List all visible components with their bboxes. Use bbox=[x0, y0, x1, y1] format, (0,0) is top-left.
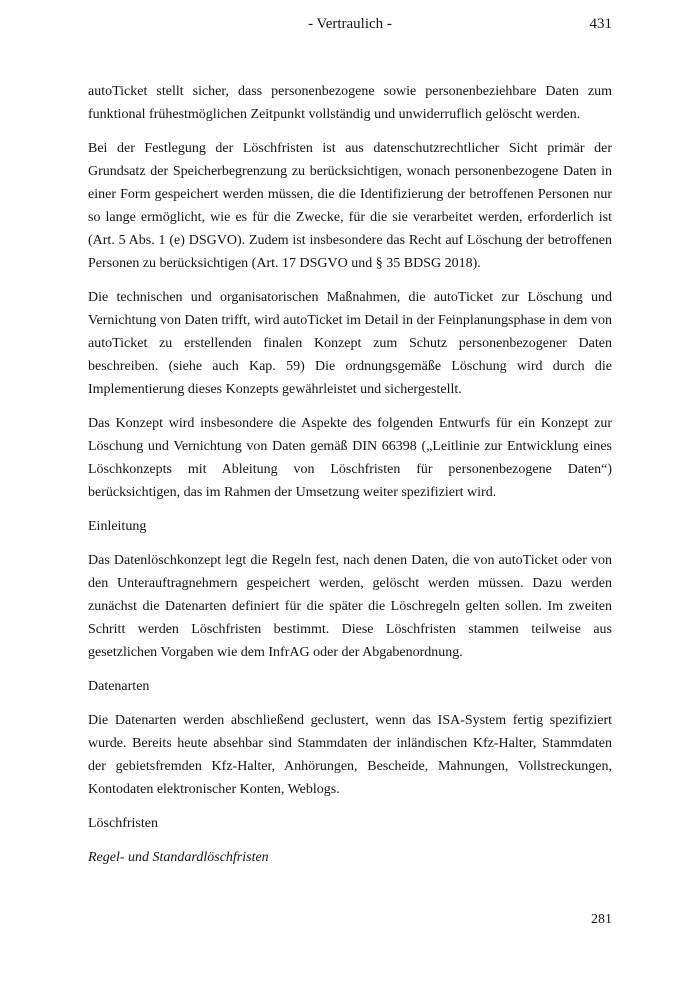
footer-page-number: 281 bbox=[591, 912, 612, 927]
paragraph-konzept-din: Das Konzept wird insbesondere die Aspekte des folgenden Entwurfs für ein Konzept zur Löschung und Vernichtung von Daten gemäß DIN 66398 („Leitlinie zur Entwicklung eines Löschkonzepts mit Ableitung von Löschfristen für personenbezogene Daten“) berücksichtigen, das im Rahmen der Umsetzung weiter spezifiziert wird. bbox=[88, 416, 612, 500]
page-footer bbox=[591, 912, 612, 928]
paragraph-datenloeschkonzept: Das Datenlöschkonzept legt die Regeln fest, nach denen Daten, die von autoTicket oder von den Unterauftragnehmern gespeichert werden, gelöscht werden müssen. Dazu werden zunächst die Datenarten definiert für die später die Löschregeln gelten sollen. Im zweiten Schritt werden Löschfristen bestimmt. Diese Löschfristen stammen teilweise aus gesetzlichen Vorgaben wie dem InfrAG oder der Abgabenordnung. bbox=[88, 553, 612, 660]
heading-datenarten: Datenarten bbox=[88, 679, 150, 694]
heading-einleitung: Einleitung bbox=[88, 519, 147, 534]
page-header bbox=[88, 16, 612, 38]
header-page-number: 431 bbox=[589, 16, 612, 32]
paragraph-loeschfristen-grundsatz: Bei der Festlegung der Löschfristen ist aus datenschutzrechtlicher Sicht primär der Grundsatz der Speicherbegrenzung zu berücksichtigen, wonach personenbezogene Daten in einer Form gespeichert werden müssen, die die Identifizierung der betroffenen Personen nur so lange ermöglicht, wie es für die Zwecke, für die sie verarbeitet werden, erforderlich ist (Art. 5 Abs. 1 (e) DSGVO). Zudem ist insbesondere das Recht auf Löschung der betroffenen Personen zu berücksichtigen (Art. 17 DSGVO und § 35 BDSG 2018). bbox=[88, 141, 612, 271]
heading-loeschfristen: Löschfristen bbox=[88, 816, 158, 831]
document-body bbox=[88, 80, 612, 880]
paragraph-datenarten-cluster: Die Datenarten werden abschließend geclustert, wenn das ISA-System fertig spezifiziert wurde. Bereits heute absehbar sind Stammdaten der inländischen Kfz-Halter, Stammdaten der gebietsfremden Kfz-Halter, Anhörungen, Bescheide, Mahnungen, Vollstreckungen, Kontodaten elektronischer Konten, Weblogs. bbox=[88, 713, 612, 797]
paragraph-intro: autoTicket stellt sicher, dass personenbezogene sowie personenbeziehbare Daten zum funktional frühestmöglichen Zeitpunkt vollständig und unwiderruflich gelöscht werden. bbox=[88, 84, 612, 122]
header-classification: - Vertraulich - bbox=[308, 16, 392, 32]
paragraph-massnahmen: Die technischen und organisatorischen Maßnahmen, die autoTicket zur Löschung und Vernichtung von Daten trifft, wird autoTicket im Detail in der Feinplanungsphase in dem von autoTicket zu erstellenden finalen Konzept zum Schutz personenbezogener Daten beschreiben. (siehe auch Kap. 59) Die ordnungsgemäße Löschung wird durch die Implementierung dieses Konzepts gewährleistet und sichergestellt. bbox=[88, 290, 612, 397]
heading-regel-standardloeschfristen: Regel- und Standardlöschfristen bbox=[88, 850, 269, 865]
